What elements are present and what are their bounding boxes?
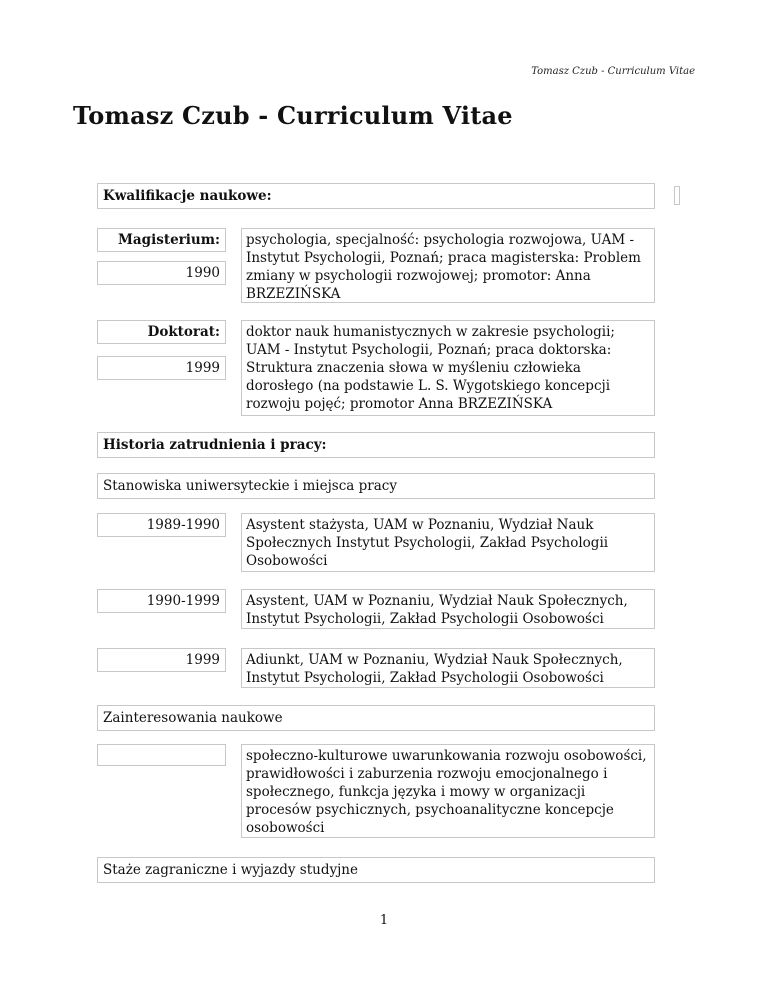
position-text: Asystent stażysta, UAM w Poznaniu, Wydział Nauk Społecznych Instytut Psychologii, Zakład Psychologii Osobowości bbox=[241, 513, 655, 572]
position-years: 1989-1990 bbox=[97, 513, 226, 537]
subheading-positions: Stanowiska uniwersyteckie i miejsca pracy bbox=[97, 473, 655, 499]
page-title: Tomasz Czub - Curriculum Vitae bbox=[73, 101, 513, 130]
section-heading-employment: Historia zatrudnienia i pracy: bbox=[97, 432, 655, 458]
label-masters: Magisterium: bbox=[97, 228, 226, 252]
position-text: Adiunkt, UAM w Poznaniu, Wydział Nauk Społecznych, Instytut Psychologii, Zakład Psychologii Osobowości bbox=[241, 648, 655, 688]
label-doctorate: Doktorat: bbox=[97, 320, 226, 344]
year-masters: 1990 bbox=[97, 261, 226, 285]
page-number: 1 bbox=[379, 913, 389, 928]
position-years: 1990-1999 bbox=[97, 589, 226, 613]
content-doctorate: doktor nauk humanistycznych w zakresie psychologii; UAM - Instytut Psychologii, Poznań; praca doktorska: Struktura znaczenia słowa w myśleniu człowieka dorosłego (na podstawie L. S. Wygotskiego koncepcji rozwoju pojęć; promotor Anna BRZEZIŃSKA bbox=[241, 320, 655, 416]
year-doctorate: 1999 bbox=[97, 356, 226, 380]
position-years: 1999 bbox=[97, 648, 226, 672]
content-masters: psychologia, specjalność: psychologia rozwojowa, UAM - Instytut Psychologii, Poznań; praca magisterska: Problem zmiany w psychologii rozwojowej; promotor: Anna BRZEZIŃSKA bbox=[241, 228, 655, 303]
section-heading-qualifications: Kwalifikacje naukowe: bbox=[97, 183, 655, 209]
subheading-internships: Staże zagraniczne i wyjazdy studyjne bbox=[97, 857, 655, 883]
margin-marker bbox=[674, 186, 680, 205]
content-interests: społeczno-kulturowe uwarunkowania rozwoju osobowości, prawidłowości i zaburzenia rozwoju emocjonalnego i społecznego, funkcja języka i mowy w organizacji procesów psychicznych, psychoanalityczne koncepcje osobowości bbox=[241, 744, 655, 838]
subheading-interests: Zainteresowania naukowe bbox=[97, 705, 655, 731]
running-header: Tomasz Czub - Curriculum Vitae bbox=[531, 66, 695, 77]
interests-label bbox=[97, 744, 226, 766]
position-text: Asystent, UAM w Poznaniu, Wydział Nauk Społecznych, Instytut Psychologii, Zakład Psychologii Osobowości bbox=[241, 589, 655, 629]
